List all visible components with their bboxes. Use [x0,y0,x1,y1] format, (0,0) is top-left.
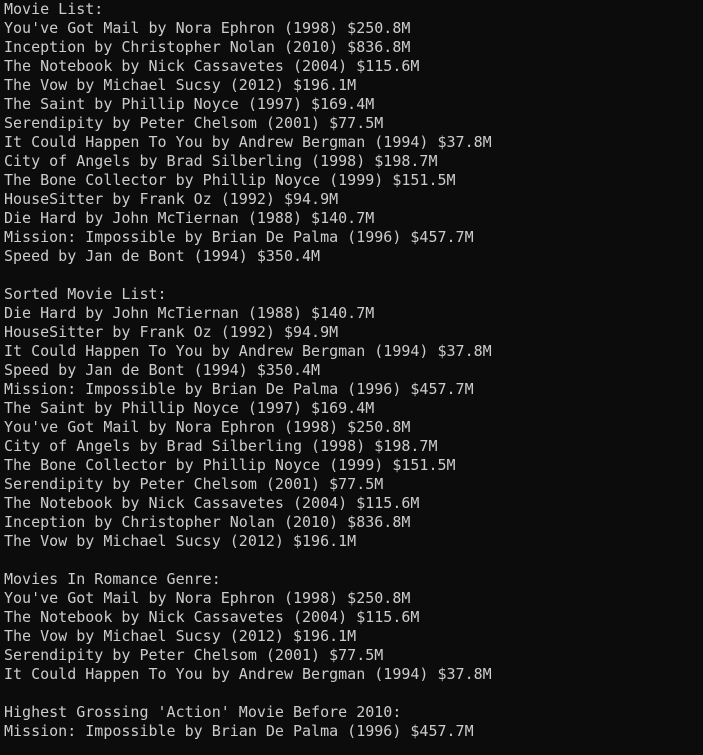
section-heading: Movie List: [4,0,104,18]
output-line: It Could Happen To You by Andrew Bergman (1994) $37.8M [4,133,492,151]
output-line: Serendipity by Peter Chelsom (2001) $77.5M [4,646,384,664]
output-line: The Saint by Phillip Noyce (1997) $169.4M [4,95,375,113]
output-line: City of Angels by Brad Silberling (1998) $198.7M [4,437,438,455]
output-line: Serendipity by Peter Chelsom (2001) $77.5M [4,114,384,132]
output-line: Serendipity by Peter Chelsom (2001) $77.5M [4,475,384,493]
output-line: HouseSitter by Frank Oz (1992) $94.9M [4,323,339,341]
output-line: HouseSitter by Frank Oz (1992) $94.9M [4,190,339,208]
output-line: The Notebook by Nick Cassavetes (2004) $115.6M [4,608,420,626]
blank-line [4,684,703,703]
section-romance-genre [4,570,703,684]
section-highest-grossing-action [4,703,703,741]
output-line: The Bone Collector by Phillip Noyce (1999) $151.5M [4,171,456,189]
output-line: The Notebook by Nick Cassavetes (2004) $115.6M [4,494,420,512]
console-output [4,0,703,741]
output-line: The Vow by Michael Sucsy (2012) $196.1M [4,76,357,94]
output-line: The Vow by Michael Sucsy (2012) $196.1M [4,532,357,550]
section-sorted-movie-list [4,285,703,551]
output-line: You've Got Mail by Nora Ephron (1998) $250.8M [4,589,411,607]
output-line: Inception by Christopher Nolan (2010) $836.8M [4,38,411,56]
output-line: The Notebook by Nick Cassavetes (2004) $115.6M [4,57,420,75]
output-line: Mission: Impossible by Brian De Palma (1996) $457.7M [4,380,474,398]
output-line: The Saint by Phillip Noyce (1997) $169.4M [4,399,375,417]
output-line: It Could Happen To You by Andrew Bergman (1994) $37.8M [4,665,492,683]
output-line: Speed by Jan de Bont (1994) $350.4M [4,247,321,265]
section-movie-list [4,0,703,266]
output-line: Mission: Impossible by Brian De Palma (1996) $457.7M [4,722,474,740]
output-line: It Could Happen To You by Andrew Bergman (1994) $37.8M [4,342,492,360]
output-line: Speed by Jan de Bont (1994) $350.4M [4,361,321,379]
section-heading: Movies In Romance Genre: [4,570,221,588]
output-line: The Vow by Michael Sucsy (2012) $196.1M [4,627,357,645]
output-line: The Bone Collector by Phillip Noyce (1999) $151.5M [4,456,456,474]
section-heading: Sorted Movie List: [4,285,167,303]
section-heading: Highest Grossing 'Action' Movie Before 2010: [4,703,402,721]
output-line: Die Hard by John McTiernan (1988) $140.7M [4,209,375,227]
output-line: You've Got Mail by Nora Ephron (1998) $250.8M [4,19,411,37]
output-line: Die Hard by John McTiernan (1988) $140.7M [4,304,375,322]
output-line: City of Angels by Brad Silberling (1998) $198.7M [4,152,438,170]
output-line: You've Got Mail by Nora Ephron (1998) $250.8M [4,418,411,436]
blank-line [4,551,703,570]
output-line: Inception by Christopher Nolan (2010) $836.8M [4,513,411,531]
output-line: Mission: Impossible by Brian De Palma (1996) $457.7M [4,228,474,246]
blank-line [4,266,703,285]
